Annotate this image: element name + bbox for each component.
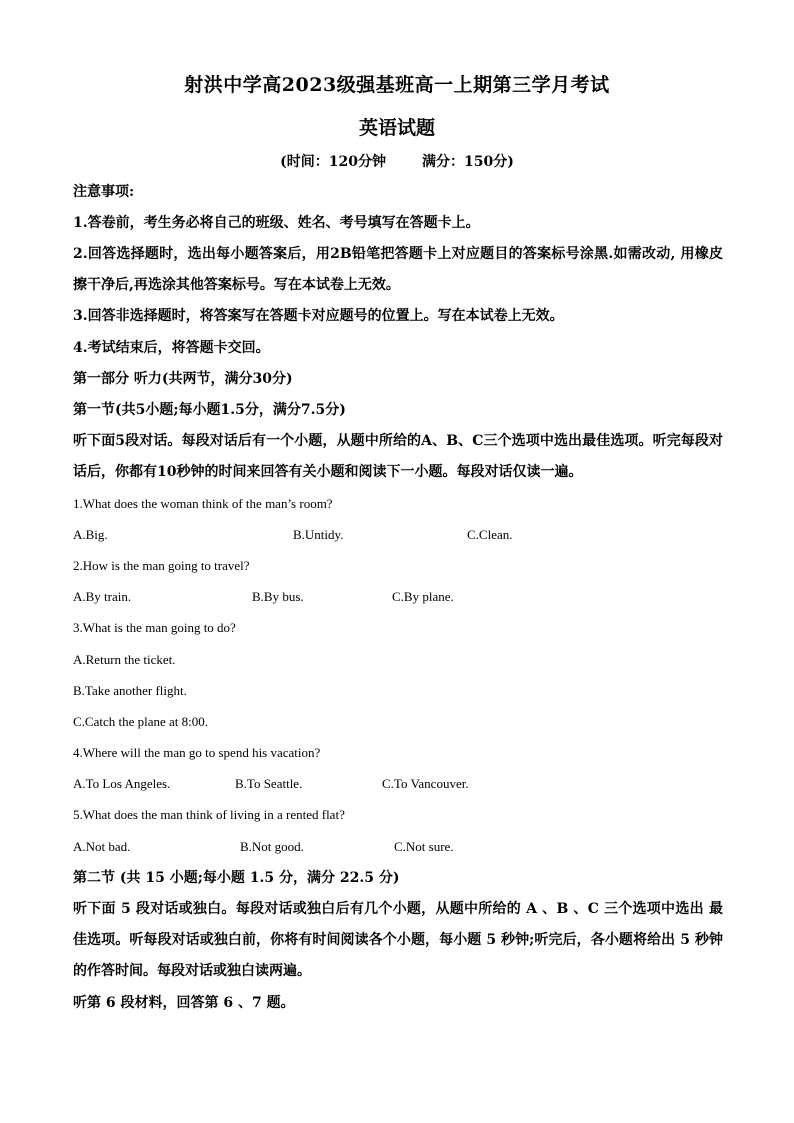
section1-instructions: 听下面5段对话。每段对话后有一个小题，从题中所给的A、B、C三个选项中选出最佳选项。听完每段对话后，你都有10秒钟的时间来回答有关小题和阅读下一小题。每段对话仅读一遍。 — [73, 433, 723, 480]
exam-time: (时间：120分钟 — [280, 154, 386, 170]
question-2: 2.How is the man going to travel? — [73, 558, 250, 573]
q4-option-a: A.To Los Angeles. — [73, 776, 171, 791]
section2-heading: 第二节 (共 15 小题;每小题 1.5 分，满分 22.5 分) — [73, 870, 400, 886]
notice-item-4: 4.考试结束后，将答题卡交回。 — [73, 340, 270, 356]
section1-heading: 第一节(共5小题;每小题1.5分，满分7.5分) — [73, 402, 346, 418]
q4-option-b: B.To Seattle. — [235, 776, 303, 791]
question-5: 5.What does the man think of living in a rented flat? — [73, 807, 345, 822]
material-note: 听第 6 段材料，回答第 6 、7 题。 — [73, 995, 295, 1011]
q4-option-c: C.To Vancouver. — [382, 776, 469, 791]
q3-option-b: B.Take another flight. — [73, 683, 187, 698]
q3-option-c: C.Catch the plane at 8:00. — [73, 714, 209, 729]
exam-title: 射洪中学高2023级强基班高一上期第三学月考试 — [184, 74, 610, 96]
q2-option-a: A.By train. — [73, 589, 132, 604]
notice-heading: 注意事项: — [73, 184, 135, 200]
q5-option-c: C.Not sure. — [394, 839, 454, 854]
notice-item-2: 2.回答选择题时，选出每小题答案后，用2B铅笔把答题卡上对应题目的答案标号涂黑.如需改动, 用橡皮擦干净后,再选涂其他答案标号。写在本试卷上无效。 — [73, 246, 723, 293]
q2-option-b: B.By bus. — [252, 589, 304, 604]
q1-option-a: A.Big. — [73, 527, 108, 542]
q1-option-b: B.Untidy. — [293, 527, 344, 542]
exam-time-score — [0, 151, 794, 171]
part1-heading: 第一部分 听力(共两节，满分30分) — [73, 371, 293, 387]
q3-option-a: A.Return the ticket. — [73, 652, 176, 667]
notice-item-3: 3.回答非选择题时，将答案写在答题卡对应题号的位置上。写在本试卷上无效。 — [73, 308, 564, 324]
question-4: 4.Where will the man go to spend his vacation? — [73, 745, 321, 760]
q1-option-c: C.Clean. — [467, 527, 513, 542]
q5-option-b: B.Not good. — [240, 839, 304, 854]
exam-subject: 英语试题 — [358, 117, 435, 139]
question-3: 3.What is the man going to do? — [73, 620, 236, 635]
q2-option-c: C.By plane. — [392, 589, 454, 604]
section2-instructions: 听下面 5 段对话或独白。每段对话或独白后有几个小题，从题中所给的 A 、B 、C 三个选项中选出 最佳选项。听每段对话或独白前，你将有时间阅读各个小题，每小题 5 秒钟;听完后，各小题将给出 5 秒钟的作答时间。每段对话或独白读两遍。 — [73, 901, 723, 979]
question-1: 1.What does the woman think of the man’s room? — [73, 496, 333, 511]
exam-score: 满分：150分) — [422, 154, 514, 170]
q5-option-a: A.Not bad. — [73, 839, 131, 854]
notice-item-1: 1.答卷前，考生务必将自己的班级、姓名、考号填写在答题卡上。 — [73, 215, 480, 231]
